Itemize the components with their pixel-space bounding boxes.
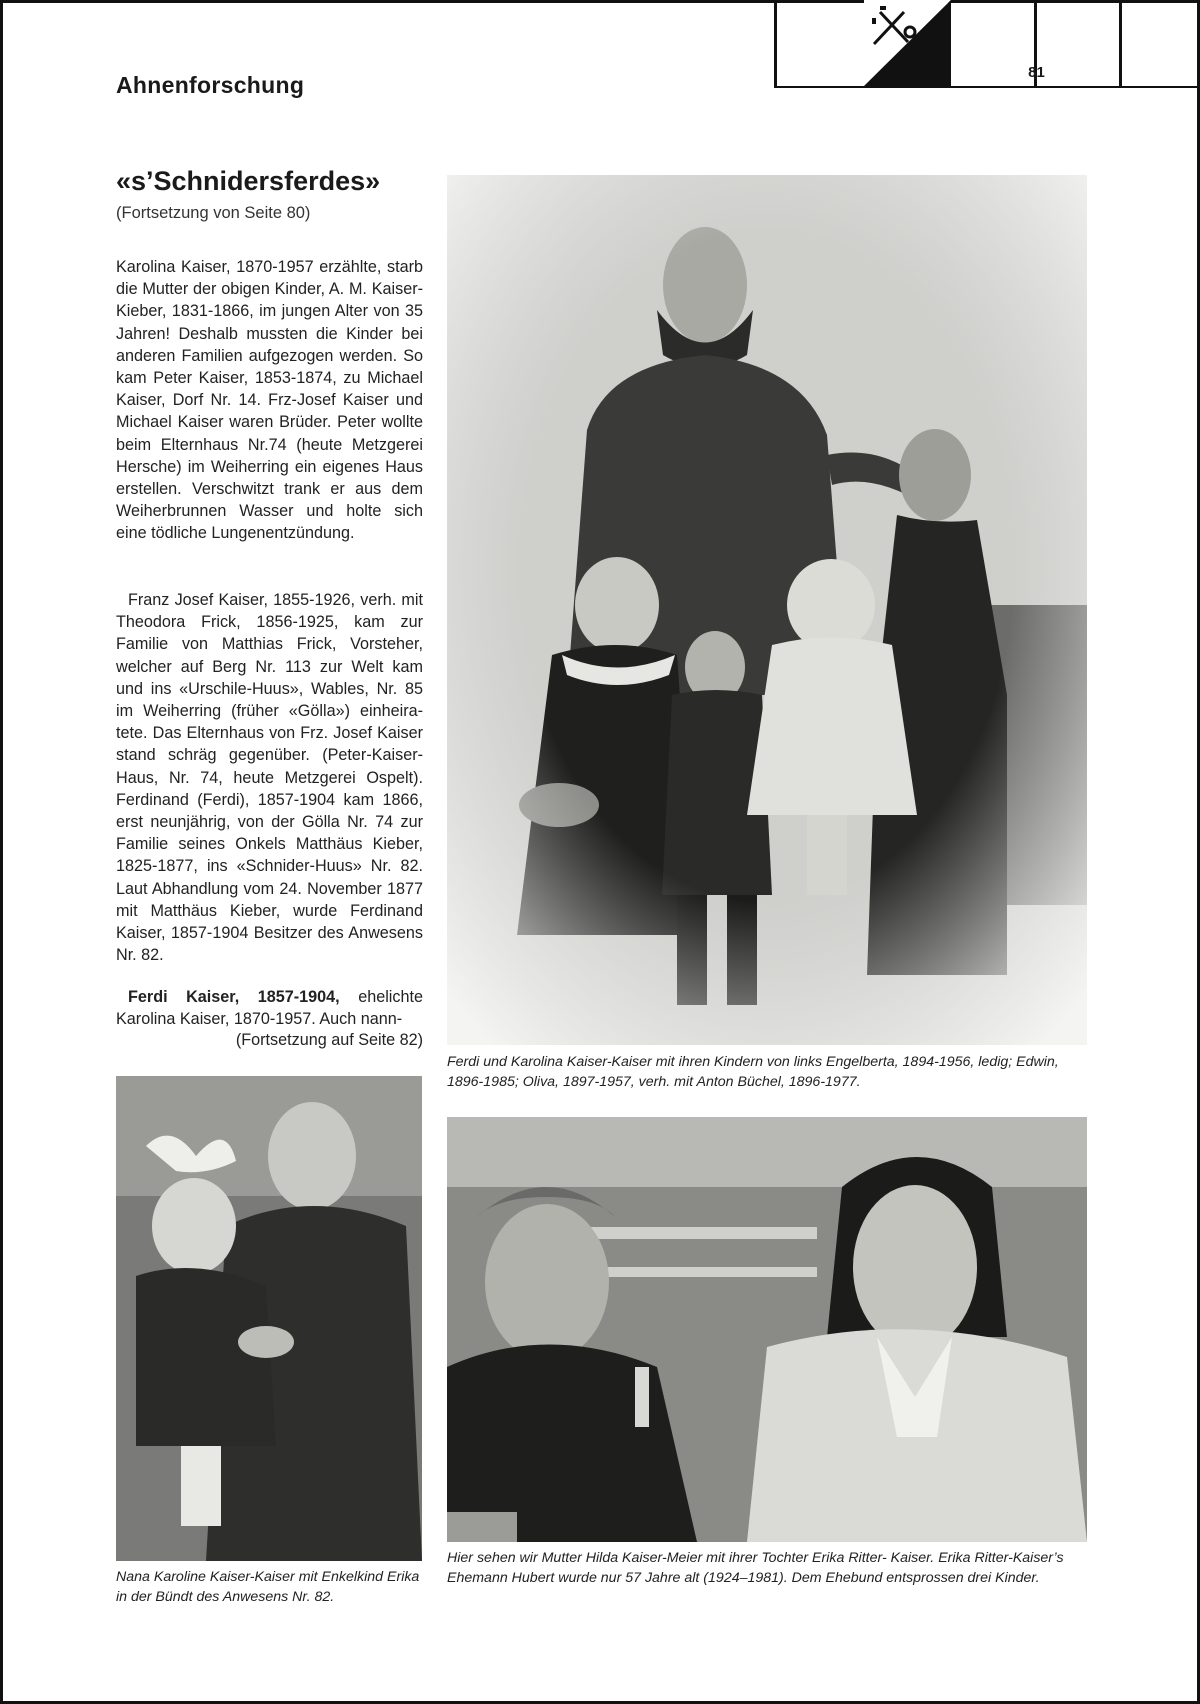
family-photo [447, 175, 1087, 1045]
grandmother-photo [116, 1076, 422, 1561]
header-tab-strip [774, 0, 1200, 88]
paragraph-lead: Ferdi Kaiser, 1857-1904, [128, 988, 340, 1006]
section-title: Ahnenforschung [116, 72, 305, 98]
photo-caption: Nana Karoline Kaiser-Kaiser mit Enkelkind Erika in der Bündt des Anwesens Nr. 82. [116, 1569, 420, 1605]
continuation-note: (Fortsetzung von Seite 80) [116, 204, 311, 222]
photo-caption: Ferdi und Karolina Kaiser-Kaiser mit ihren Kindern von links Engelberta, 1894-1956, ledig; Edwin, 1896-1985; Oliva, 1897-1957, verh. mit Anton Büchel, 1896-1977. [447, 1054, 1059, 1090]
photo-caption: Hier sehen wir Mutter Hilda Kaiser-Meier mit ihrer Tochter Erika Ritter- Kaiser. Erika Ritter-Kaiser’s Ehemann Hubert wurde nur 57 Jahre alt (1924–1981). Dem Ehebund entsprossen drei Kinder. [447, 1550, 1064, 1586]
crossed-tools-emblem-icon [864, 0, 951, 86]
mother-daughter-photo [447, 1117, 1087, 1542]
continuation-note: (Fortsetzung auf Seite 82) [235, 1031, 423, 1049]
paragraph-text: ehelichte Karolina Kaiser, 1870-1957. Auch nann- [116, 988, 423, 1029]
paragraph: Franz Josef Kaiser, 1855-1926, verh. mit Theodora Frick, 1856-1925, kam zur Familie von Matthias Frick, Vorsteher, welcher auf Berg Nr. 113 zur Welt kam und ins «Urschile-Huus», Wables, Nr. 85 im Weiherring (früher «Gölla») einheiratete. Das Elternhaus von Frz. Josef Kaiser stand schräg gegenüber. (Peter-Kaiser-Haus, Nr. 74, heute Metzgerei Ospelt). Ferdinand (Ferdi), 1857-1904 kam 1866, erst neunjährig, von der Gölla Nr. 74 zur Familie seines Onkels Matthäus Kieber, 1825-1877, ins «Schnider-Huus» Nr. 82. Laut Abhandlung vom 24. November 1877 mit Matthäus Kieber, wurde Ferdinand Kaiser, 1857-1904 Besitzer des Anwesens Nr. 82. [116, 591, 423, 965]
article-title: «s’Schnidersferdes» [116, 166, 381, 196]
paragraph [116, 986, 423, 1030]
paragraph: Karolina Kaiser, 1870-1957 erzählte, starb die Mutter der obigen Kinder, A. M. Kaiser- Kieber, 1831-1866, im jungen Alter von 35 Jahren! Deshalb mussten die Kinder bei anderen Familien aufgezogen werden. So kam Peter Kaiser, 1853-1874, zu Michael Kaiser, Dorf Nr. 14. Frz-Josef Kaiser und Michael Kaiser waren Brüder. Peter wollte beim Elternhaus Nr.74 (heute Metzgerei Hersche) im Weiherring ein eigenes Haus erstellen. Verschwitzt trank er aus dem Weiherbrunnen Wasser und holte sich eine tödliche Lungenentzündung. [116, 258, 423, 543]
page-number: 81 [1028, 64, 1045, 81]
